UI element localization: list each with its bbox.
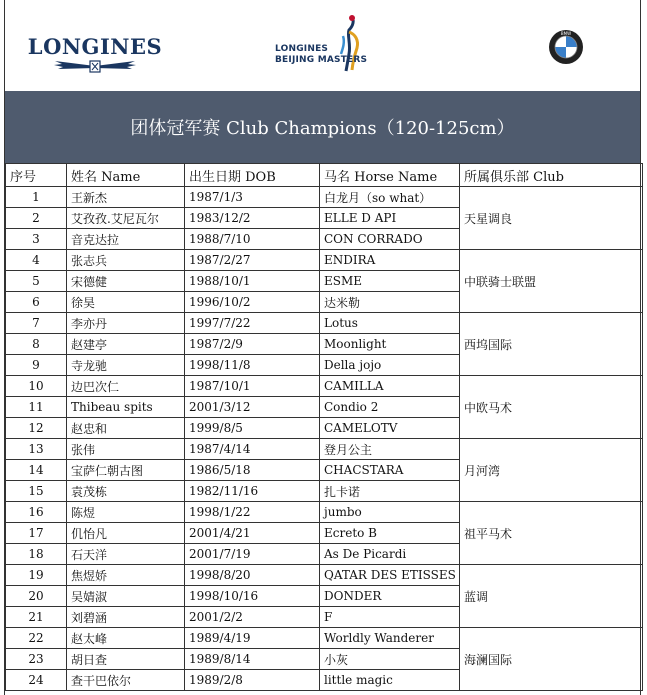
rider-name-cell: Thibeau spits — [67, 397, 185, 418]
table-row — [6, 313, 643, 334]
rider-name-cell: 胡日查 — [67, 649, 185, 670]
dob-cell: 1987/2/27 — [185, 250, 320, 271]
dob-cell: 1988/10/1 — [185, 271, 320, 292]
club-cell: 西坞国际 — [460, 313, 643, 376]
dob-cell: 1998/1/22 — [185, 502, 320, 523]
horse-name-cell: QATAR DES ETISSES — [320, 565, 460, 586]
horse-name-cell: 扎卡诺 — [320, 481, 460, 502]
horse-name-cell: CON CORRADO — [320, 229, 460, 250]
horse-name-cell: 小灰 — [320, 649, 460, 670]
horse-name-cell: CHACSTARA — [320, 460, 460, 481]
rider-name-cell: 边巴次仁 — [67, 376, 185, 397]
horse-name-cell: jumbo — [320, 502, 460, 523]
row-number-cell: 21 — [6, 607, 67, 628]
longines-logo-text: LONGINES — [27, 34, 163, 59]
horse-name-cell: Lotus — [320, 313, 460, 334]
row-number-cell: 6 — [6, 292, 67, 313]
horse-name-cell: little magic — [320, 670, 460, 691]
dob-cell: 2001/7/19 — [185, 544, 320, 565]
dob-cell: 2001/3/12 — [185, 397, 320, 418]
club-cell: 蓝调 — [460, 565, 643, 628]
horse-name-cell: 达米勒 — [320, 292, 460, 313]
horse-name-cell: F — [320, 607, 460, 628]
dob-cell: 1989/8/14 — [185, 649, 320, 670]
row-number-cell: 17 — [6, 523, 67, 544]
row-number-cell: 3 — [6, 229, 67, 250]
rider-name-cell: 张志兵 — [67, 250, 185, 271]
table-body — [6, 187, 643, 691]
club-cell: 天星调良 — [460, 187, 643, 250]
horse-name-cell: ESME — [320, 271, 460, 292]
document-page — [4, 0, 641, 695]
club-cell: 中联骑士联盟 — [460, 250, 643, 313]
dob-cell: 1983/12/2 — [185, 208, 320, 229]
row-number-cell: 19 — [6, 565, 67, 586]
bmw-logo-text: BMW — [560, 31, 572, 36]
dob-cell: 1987/10/1 — [185, 376, 320, 397]
rider-name-cell: 袁茂栋 — [67, 481, 185, 502]
club-cell: 月河湾 — [460, 439, 643, 502]
table-row — [6, 439, 643, 460]
longines-wings-icon — [50, 58, 140, 74]
horse-name-cell: CAMILLA — [320, 376, 460, 397]
rider-name-cell: 赵建亭 — [67, 334, 185, 355]
horse-name-cell: CAMELOTV — [320, 418, 460, 439]
title-banner — [5, 91, 640, 163]
dob-cell: 1982/11/16 — [185, 481, 320, 502]
row-number-cell: 5 — [6, 271, 67, 292]
dob-cell: 1986/5/18 — [185, 460, 320, 481]
rider-name-cell: 艾孜孜.艾尼瓦尔 — [67, 208, 185, 229]
dob-cell: 2001/4/21 — [185, 523, 320, 544]
horse-name-cell: ELLE D API — [320, 208, 460, 229]
rider-name-cell: 张伟 — [67, 439, 185, 460]
rider-name-cell: 王新杰 — [67, 187, 185, 208]
rider-name-cell: 李亦丹 — [67, 313, 185, 334]
rider-name-cell: 赵太峰 — [67, 628, 185, 649]
table-header-row — [6, 164, 643, 187]
horse-name-cell: Della jojo — [320, 355, 460, 376]
row-number-cell: 4 — [6, 250, 67, 271]
horse-name-cell: Worldly Wanderer — [320, 628, 460, 649]
masters-logo-line1: LONGINES — [275, 44, 329, 54]
horse-name-cell: As De Picardi — [320, 544, 460, 565]
club-cell: 海澜国际 — [460, 628, 643, 691]
rider-name-cell: 音克达拉 — [67, 229, 185, 250]
column-header-no: 序号 — [6, 164, 67, 187]
row-number-cell: 14 — [6, 460, 67, 481]
dob-cell: 2001/2/2 — [185, 607, 320, 628]
row-number-cell: 1 — [6, 187, 67, 208]
dob-cell: 1998/8/20 — [185, 565, 320, 586]
row-number-cell: 20 — [6, 586, 67, 607]
rider-name-cell: 吴婧淑 — [67, 586, 185, 607]
dob-cell: 1997/7/22 — [185, 313, 320, 334]
column-header-dob: 出生日期 DOB — [185, 164, 320, 187]
table-row — [6, 187, 643, 208]
row-number-cell: 15 — [6, 481, 67, 502]
longines-logo — [25, 34, 165, 78]
row-number-cell: 11 — [6, 397, 67, 418]
table-row — [6, 376, 643, 397]
row-number-cell: 22 — [6, 628, 67, 649]
dob-cell: 1989/2/8 — [185, 670, 320, 691]
rider-name-cell: 寺龙驰 — [67, 355, 185, 376]
dob-cell: 1998/11/8 — [185, 355, 320, 376]
rider-name-cell: 刘碧涵 — [67, 607, 185, 628]
column-header-name: 姓名 Name — [67, 164, 185, 187]
row-number-cell: 7 — [6, 313, 67, 334]
rider-name-cell: 宋德健 — [67, 271, 185, 292]
row-number-cell: 13 — [6, 439, 67, 460]
table-row — [6, 565, 643, 586]
rider-name-cell: 查干巴依尔 — [67, 670, 185, 691]
dob-cell: 1987/4/14 — [185, 439, 320, 460]
page-title: 团体冠军赛 Club Champions（120-125cm） — [130, 118, 515, 139]
club-cell: 中欧马术 — [460, 376, 643, 439]
dob-cell: 1988/7/10 — [185, 229, 320, 250]
row-number-cell: 18 — [6, 544, 67, 565]
rider-name-cell: 陈煜 — [67, 502, 185, 523]
rider-name-cell: 焦煜娇 — [67, 565, 185, 586]
row-number-cell: 23 — [6, 649, 67, 670]
dob-cell: 1998/10/16 — [185, 586, 320, 607]
row-number-cell: 9 — [6, 355, 67, 376]
rider-name-cell: 石天洋 — [67, 544, 185, 565]
horse-name-cell: Ecreto B — [320, 523, 460, 544]
row-number-cell: 24 — [6, 670, 67, 691]
dob-cell: 1989/4/19 — [185, 628, 320, 649]
rider-name-cell: 徐昊 — [67, 292, 185, 313]
column-header-horse: 马名 Horse Name — [320, 164, 460, 187]
row-number-cell: 10 — [6, 376, 67, 397]
bmw-logo-icon — [548, 29, 584, 65]
roster-table — [5, 163, 643, 691]
sponsor-logo-bar — [5, 0, 640, 92]
row-number-cell: 12 — [6, 418, 67, 439]
horse-name-cell: Moonlight — [320, 334, 460, 355]
horse-name-cell: 白龙月（so what） — [320, 187, 460, 208]
horse-name-cell: 登月公主 — [320, 439, 460, 460]
table-row — [6, 250, 643, 271]
row-number-cell: 16 — [6, 502, 67, 523]
table-row — [6, 502, 643, 523]
rider-name-cell: 赵忠和 — [67, 418, 185, 439]
column-header-club: 所属俱乐部 Club — [460, 164, 643, 187]
longines-beijing-masters-logo — [271, 14, 421, 74]
rider-name-cell: 宝萨仁朝古图 — [67, 460, 185, 481]
horse-name-cell: Condio 2 — [320, 397, 460, 418]
dob-cell: 1987/2/9 — [185, 334, 320, 355]
horse-name-cell: DONDER — [320, 586, 460, 607]
dob-cell: 1999/8/5 — [185, 418, 320, 439]
club-cell: 祖平马术 — [460, 502, 643, 565]
dob-cell: 1987/1/3 — [185, 187, 320, 208]
masters-logo-line2: BEIJING MASTERS — [275, 55, 368, 65]
table-row — [6, 628, 643, 649]
row-number-cell: 2 — [6, 208, 67, 229]
horse-name-cell: ENDIRA — [320, 250, 460, 271]
row-number-cell: 8 — [6, 334, 67, 355]
dob-cell: 1996/10/2 — [185, 292, 320, 313]
rider-name-cell: 仉怡凡 — [67, 523, 185, 544]
